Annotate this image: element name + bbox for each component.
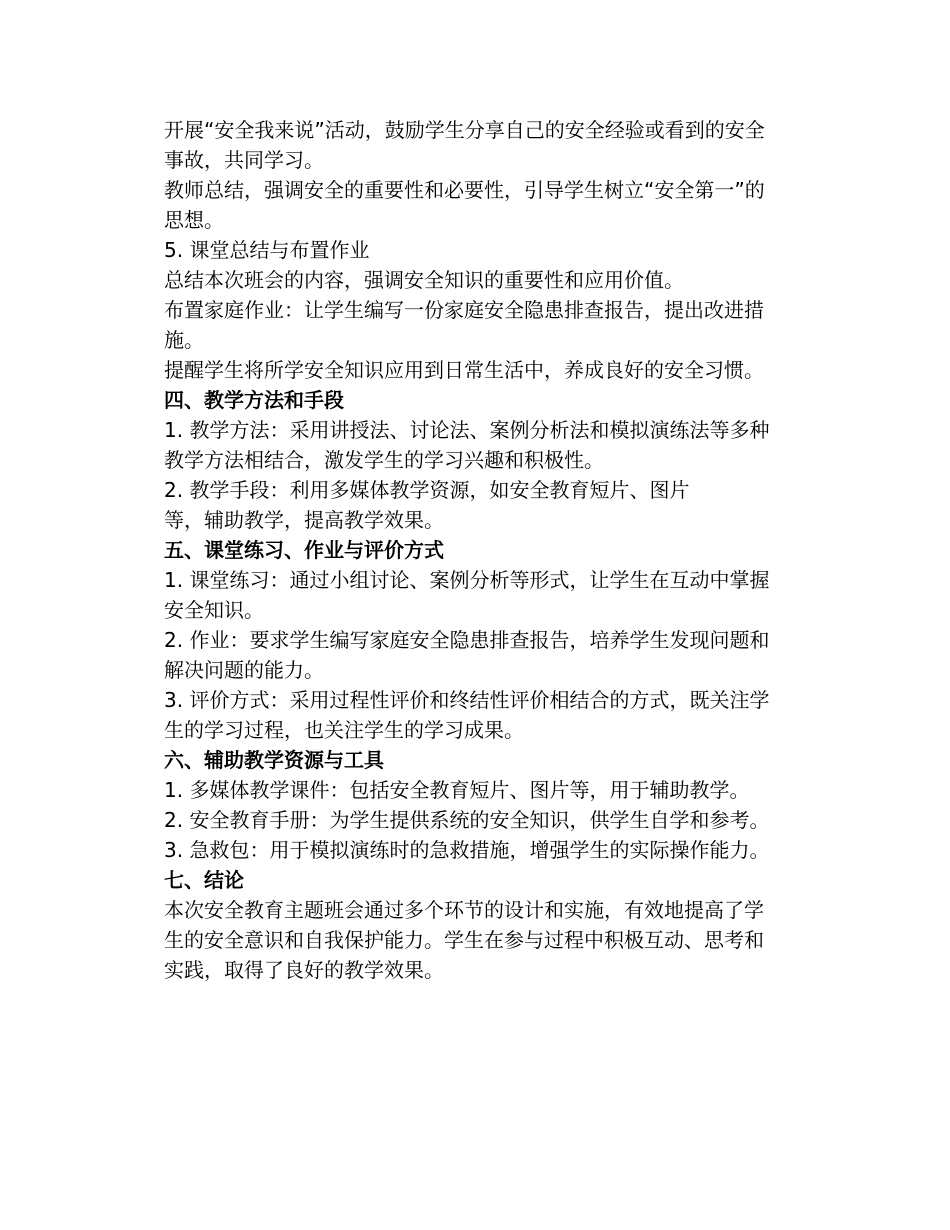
paragraph-first-aid: 3. 急救包：用于模拟演练时的急救措施，增强学生的实际操作能力。 xyxy=(164,838,770,862)
paragraph-conclusion: 本次安全教育主题班会通过多个环节的设计和实施，有效地提高了学生的安全意识和自我保护能力。学生在参与过程中积极互动、思考和实践，取得了良好的教学效果。 xyxy=(164,898,764,982)
paragraph-evaluation: 3. 评价方式：采用过程性评价和终结性评价相结合的方式，既关注学生的学习过程，也关注学生的学习成果。 xyxy=(164,688,770,742)
paragraph-teacher-summary: 教师总结，强调安全的重要性和必要性，引导学生树立“安全第一”的思想。 xyxy=(164,178,765,232)
paragraph-homework: 布置家庭作业：让学生编写一份家庭安全隐患排查报告，提出改进措施。 xyxy=(164,298,764,352)
subheading-class-summary: 5. 课堂总结与布置作业 xyxy=(164,238,370,262)
section-heading-conclusion: 七、结论 xyxy=(164,868,244,892)
paragraph-handbook: 2. 安全教育手册：为学生提供系统的安全知识，供学生自学和参考。 xyxy=(164,808,770,832)
section-heading-practice: 五、课堂练习、作业与评价方式 xyxy=(164,538,444,562)
paragraph-summary-content: 总结本次班会的内容，强调安全知识的重要性和应用价值。 xyxy=(164,268,684,292)
document-body xyxy=(164,115,774,985)
paragraph-multimedia: 1. 多媒体教学课件：包括安全教育短片、图片等，用于辅助教学。 xyxy=(164,778,750,802)
paragraph-reminder: 提醒学生将所学安全知识应用到日常生活中，养成良好的安全习惯。 xyxy=(164,358,764,382)
paragraph-assignment: 2. 作业：要求学生编写家庭安全隐患排查报告，培养学生发现问题和解决问题的能力。 xyxy=(164,628,770,682)
paragraph-teaching-means: 2. 教学手段：利用多媒体教学资源，如安全教育短片、图片 等，辅助教学，提高教学效果。 xyxy=(164,478,690,532)
section-heading-resources: 六、辅助教学资源与工具 xyxy=(164,748,384,772)
paragraph-teaching-methods: 1. 教学方法：采用讲授法、讨论法、案例分析法和模拟演练法等多种教学方法相结合，激发学生的学习兴趣和积极性。 xyxy=(164,418,770,472)
section-heading-methods: 四、教学方法和手段 xyxy=(164,388,344,412)
paragraph-class-practice: 1. 课堂练习：通过小组讨论、案例分析等形式，让学生在互动中掌握安全知识。 xyxy=(164,568,770,622)
paragraph-activity: 开展“安全我来说”活动，鼓励学生分享自己的安全经验或看到的安全事故，共同学习。 xyxy=(164,118,765,172)
